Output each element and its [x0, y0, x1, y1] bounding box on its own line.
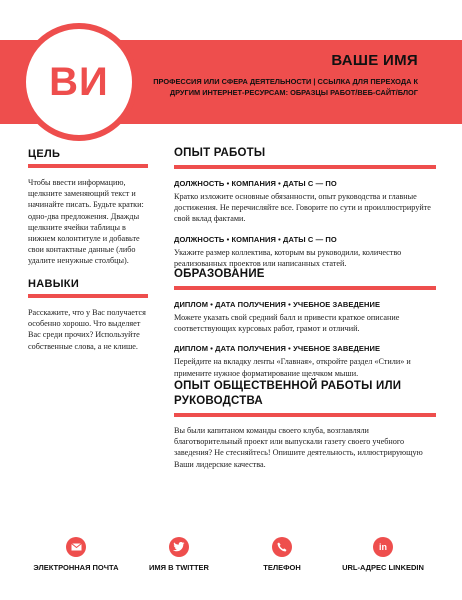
experience-title: ОПЫТ РАБОТЫ — [174, 146, 436, 169]
education-heading[interactable]: ДИПЛОМ • ДАТА ПОЛУЧЕНИЯ • УЧЕБНОЕ ЗАВЕДЕНИЕ — [174, 344, 381, 354]
education-description[interactable]: Можете указать свой средний балл и привести краткое описание соответствующих курсовых работ, грамот и отличий. — [174, 313, 400, 334]
job-heading[interactable]: ДОЛЖНОСТЬ • КОМПАНИЯ • ДАТЫ С — ПО — [174, 179, 337, 188]
experience-section — [174, 146, 436, 269]
job-description[interactable]: Укажите размер коллектива, которым вы руководили, количество реализованных проектов или написанных статей. — [174, 247, 402, 268]
linkedin-label[interactable]: URL-АДРЕС LINKEDIN — [342, 563, 424, 572]
resume-name[interactable]: ВАШЕ ИМЯ — [331, 52, 418, 69]
goal-text[interactable]: Чтобы ввести информацию, щелкните заменяющий текст и начинайте писать. Будьте кратки: одно-два предложения. Дважды щелкните ячейки таблицы в нижнем колонтитуле и добавьте свои контактные данные (либо удалите ненужные столбцы). — [28, 178, 144, 266]
goal-section — [28, 148, 148, 267]
linkedin-glyph: in — [379, 542, 387, 552]
phone-icon — [272, 537, 292, 557]
education-heading[interactable]: ДИПЛОМ • ДАТА ПОЛУЧЕНИЯ • УЧЕБНОЕ ЗАВЕДЕНИЕ — [174, 300, 381, 309]
goal-title: ЦЕЛЬ — [28, 148, 148, 168]
email-icon — [66, 537, 86, 557]
twitter-icon — [169, 537, 189, 557]
phone-label[interactable]: ТЕЛЕФОН — [263, 563, 301, 572]
initials[interactable]: ВИ — [49, 59, 109, 104]
footer-twitter[interactable] — [124, 537, 234, 572]
volunteer-title: ОПЫТ ОБЩЕСТВЕННОЙ РАБОТЫ ИЛИ РУКОВОДСТВА — [174, 379, 436, 417]
job-description[interactable]: Кратко изложите основные обязанности, опыт руководства и главные достижения. Не перечисляйте все. Говорите по сути и проиллюстрируйте свой вклад фактами. — [174, 192, 431, 224]
skills-title: НАВЫКИ — [28, 278, 148, 298]
twitter-label[interactable]: ИМЯ В TWITTER — [149, 563, 209, 572]
skills-section — [28, 278, 148, 352]
footer-phone[interactable] — [227, 537, 337, 572]
initials-circle — [20, 23, 138, 141]
education-title: ОБРАЗОВАНИЕ — [174, 267, 436, 290]
linkedin-icon — [373, 537, 393, 557]
email-label[interactable]: ЭЛЕКТРОННАЯ ПОЧТА — [33, 563, 119, 572]
footer-linkedin[interactable] — [328, 537, 438, 572]
job-heading[interactable]: ДОЛЖНОСТЬ • КОМПАНИЯ • ДАТЫ С — ПО — [174, 234, 337, 244]
education-description[interactable]: Перейдите на вкладку ленты «Главная», откройте раздел «Стили» и примените нужное форматирование щелчком мыши. — [174, 357, 411, 378]
profession-line[interactable]: ПРОФЕССИЯ ИЛИ СФЕРА ДЕЯТЕЛЬНОСТИ | ССЫЛКА ДЛЯ ПЕРЕХОДА К ДРУГИМ ИНТЕРНЕТ-РЕСУРСАМ: ОБРАЗЦЫ РАБОТ/ВЕБ-САЙТ/БЛОГ — [153, 77, 418, 97]
education-section — [174, 267, 436, 379]
footer-email[interactable] — [21, 537, 131, 572]
volunteer-text[interactable]: Вы были капитаном команды своего клуба, возглавляли благотворительный проект или выпускали газету своего учебного заведения? Не стесняйтесь! Опишите деятельность, иллюстрирующую Ваши лидерские качества. — [174, 426, 423, 469]
volunteer-section — [174, 379, 436, 470]
skills-text[interactable]: Расскажите, что у Вас получается особенно хорошо. Что выделяет Вас среди прочих? Используйте собственные слова, а не клише. — [28, 308, 146, 351]
